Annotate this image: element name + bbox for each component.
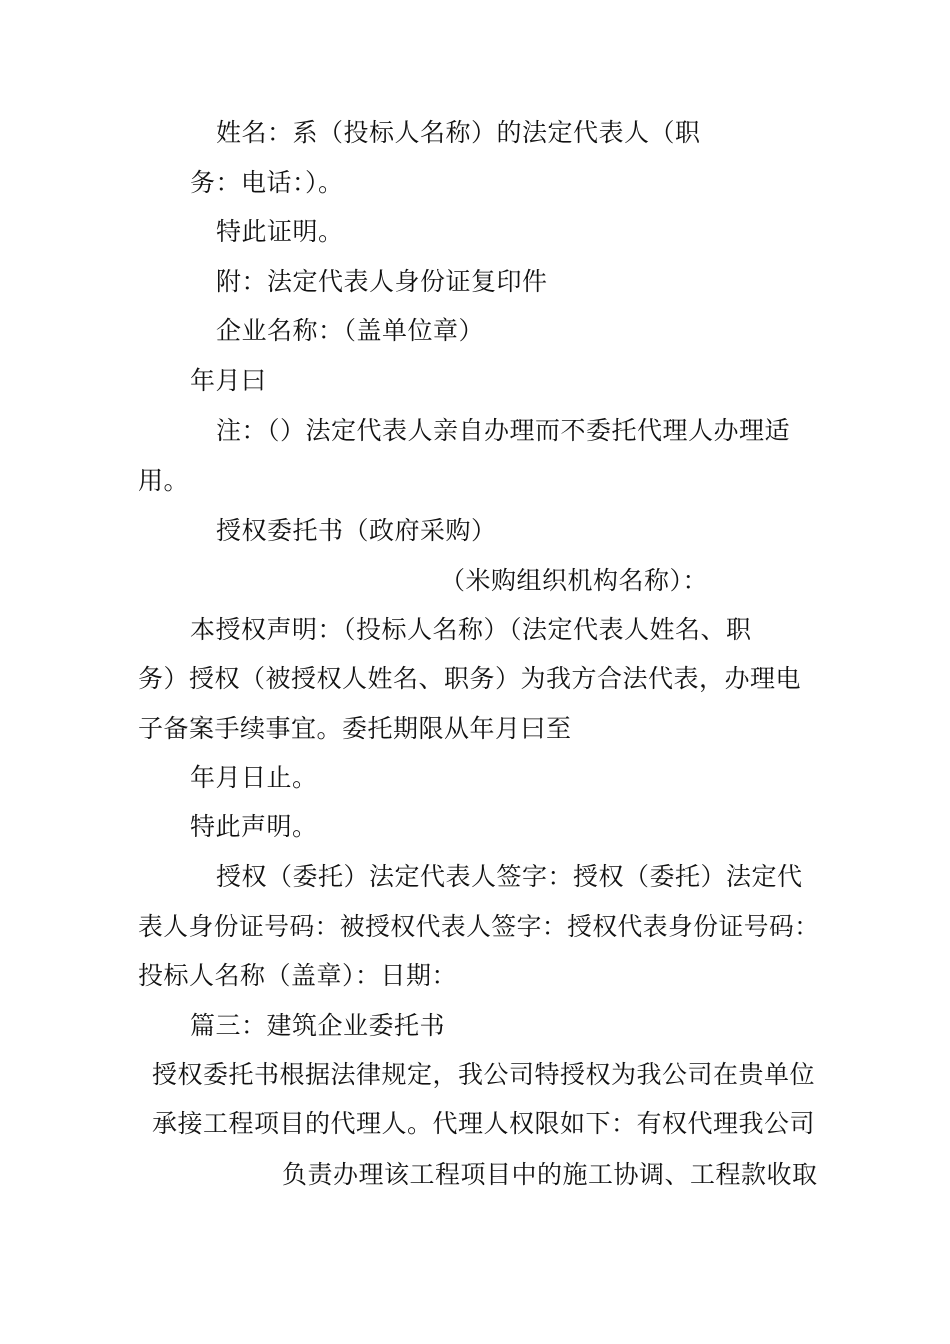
text-line: 年月曰: [190, 366, 267, 395]
text-line: 特此声明。: [190, 812, 318, 841]
text-line: 附：法定代表人身份证复印件: [216, 267, 548, 296]
text-line: 授权（委托）法定代表人签字：授权（委托）法定代: [216, 862, 803, 891]
text-line: 表人身份证号码：被授权代表人签字：授权代表身份证号码：: [138, 912, 820, 941]
text-line: 企业名称：（盖单位章）: [216, 316, 485, 345]
text-line: 本授权声明：（投标人名称）（法定代表人姓名、职: [190, 615, 752, 644]
text-line: 授权委托书根据法律规定，我公司特授权为我公司在贵单位: [152, 1060, 816, 1089]
text-line: （米购组织机构名称）：: [440, 566, 709, 595]
text-line: 用。: [138, 466, 190, 495]
text-line: 授权委托书（政府采购）: [216, 516, 497, 545]
text-line: 年月日止。: [190, 763, 318, 792]
text-line: 投标人名称（盖章）：日期：: [138, 961, 458, 990]
text-line: 注：（）法定代表人亲自办理而不委托代理人办理适: [216, 416, 791, 445]
text-line: 子备案手续事宜。委托期限从年月曰至: [138, 714, 572, 743]
text-line: 负责办理该工程项目中的施工协调、工程款收取: [282, 1160, 818, 1189]
text-line: 特此证明。: [216, 217, 344, 246]
text-line: 承接工程项目的代理人。代理人权限如下：有权代理我公司: [152, 1109, 816, 1138]
text-line: 篇三：建筑企业委托书: [190, 1011, 446, 1040]
text-line: 务）授权（被授权人姓名、职务）为我方合法代表，办理电: [138, 664, 802, 693]
text-line: 姓名：系（投标人名称）的法定代表人（职: [216, 118, 701, 147]
text-line: 务：电话：）。: [190, 168, 344, 197]
